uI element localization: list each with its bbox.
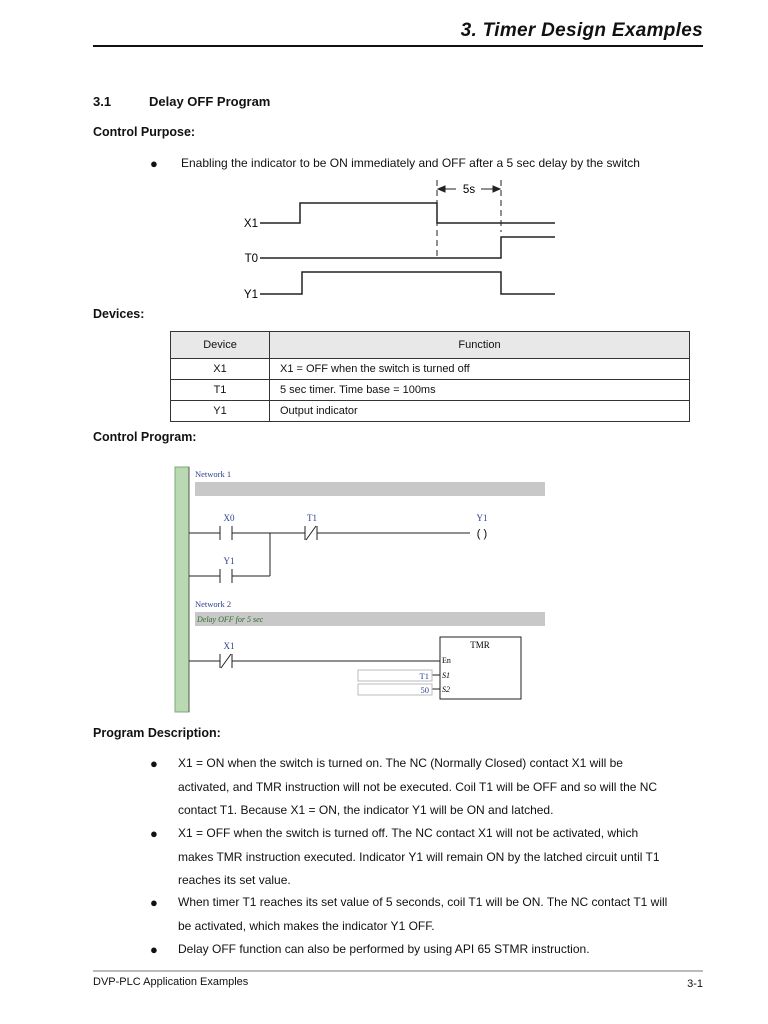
bullet-icon: ● [150,942,158,957]
contact-label-y1: Y1 [223,556,235,566]
table-cell: Y1 [171,401,270,422]
description-line: When timer T1 reaches its set value of 5 seconds, coil T1 will be ON. The NC contact T1 will [178,895,668,909]
signal-label-t0: T0 [244,253,258,265]
tmr-pin-s1: S1 [442,671,450,680]
description-line: X1 = OFF when the switch is turned off. The NC contact X1 will not be activated, which [178,826,639,840]
description-bullet [150,938,710,962]
description-bullet [150,752,710,824]
devices-heading: Devices: [93,307,145,321]
bullet-icon: ● [150,756,158,771]
table-cell: X1 [171,359,270,380]
tmr-block-title: TMR [470,640,490,650]
description-line: activated, and TMR instruction will not be executed. Coil T1 will be OFF and so will the NC [178,779,658,794]
signal-label-y1: Y1 [243,289,258,301]
contact-label-x1: X1 [223,641,235,651]
coil-label-y1: Y1 [476,513,488,523]
signal-label-x1: X1 [243,218,258,230]
table-cell: X1 = OFF when the switch is turned off [270,359,690,380]
tmr-pin-en: En [442,656,451,665]
description-bullet [150,822,710,894]
program-description-heading: Program Description: [93,726,221,740]
tmr-pin-s2: S2 [442,685,450,694]
description-line: reaches its set value. [178,873,291,887]
bullet-icon: ● [150,895,158,910]
purpose-text: Enabling the indicator to be ON immediately and OFF after a 5 sec delay by the switch [181,156,640,170]
footer-rule [93,970,703,972]
column-header: Function [270,332,690,359]
network2-label: Network 2 [195,599,232,609]
description-text [178,752,710,823]
chapter-title: 3. Timer Design Examples [460,20,703,41]
column-header: Device [171,332,270,359]
description-bullet [150,891,710,939]
description-line: contact T1. Because X1 = ON, the indicator Y1 will be ON and latched. [178,803,554,817]
table-cell: T1 [171,380,270,401]
contact-label-t1: T1 [307,513,317,523]
description-text [178,822,710,893]
tmr-value-s1: T1 [419,671,429,681]
description-text [178,891,710,938]
table-cell: 5 sec timer. Time base = 100ms [270,380,690,401]
description-line: makes TMR instruction executed. Indicator Y1 will remain ON by the latched circuit until T1 [178,849,660,864]
description-line: X1 = ON when the switch is turned on. The NC (Normally Closed) contact X1 will be [178,756,623,770]
description-text [178,938,710,962]
bullet-icon: ● [150,826,158,841]
tmr-value-s2: 50 [420,685,429,695]
power-rail [175,467,189,712]
coil-y1-icon: ( ) [476,528,488,540]
bullet-icon: ● [150,156,158,171]
table-cell: Output indicator [270,401,690,422]
footer-title: DVP-PLC Application Examples [93,976,249,988]
description-line: Delay OFF function can also be performed by using API 65 STMR instruction. [178,942,590,956]
description-line: be activated, which makes the indicator Y1 OFF. [178,918,435,933]
network1-comment-bar [195,482,545,496]
section-title: Delay OFF Program [149,94,271,109]
control-program-heading: Control Program: [93,430,197,444]
network1-label: Network 1 [195,469,232,479]
contact-label-x0: X0 [223,513,235,523]
delay-label: 5s [462,184,476,196]
section-number: 3.1 [93,94,112,109]
network2-comment: Delay OFF for 5 sec [197,615,264,624]
page-number: 3-1 [687,978,703,990]
control-purpose-heading: Control Purpose: [93,125,196,139]
